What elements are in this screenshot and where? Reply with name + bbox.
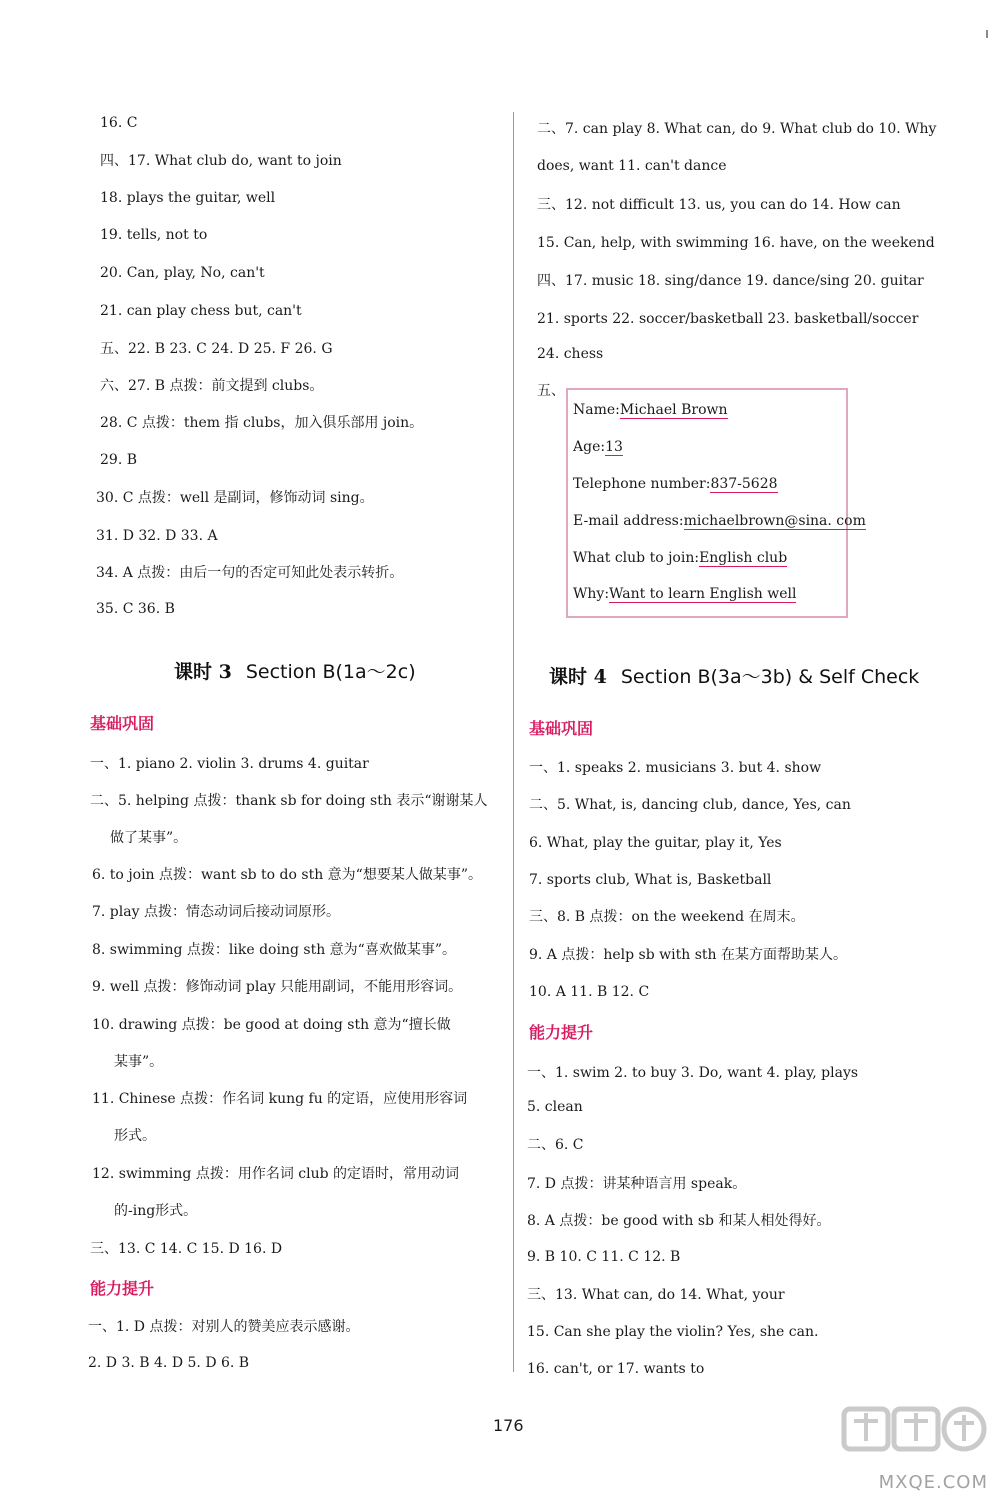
answer-line: 六、27. B 点拨：前文提到 clubs。	[100, 378, 324, 394]
answer-line: 一、1. swim 2. to buy 3. Do, want 4. play, plays	[527, 1065, 859, 1081]
answer-line: 2. D 3. B 4. D 5. D 6. B	[88, 1355, 250, 1371]
card-row	[573, 586, 796, 602]
lesson-title: Section B(3a～3b) & Self Check	[620, 666, 920, 688]
answer-line: 20. Can, play, No, can't	[100, 265, 265, 281]
answer-line: 12. swimming 点拨：用作名词 club 的定语时，常用动词	[92, 1166, 460, 1182]
card-value: Want to learn English well	[609, 586, 797, 602]
card-label: Why:	[573, 586, 610, 602]
answer-line: 10. drawing 点拨：be good at doing sth 意为“擅长做	[92, 1017, 451, 1033]
answer-line: 10. A 11. B 12. C	[529, 984, 650, 1000]
answer-line: 16. C	[100, 115, 138, 131]
answer-line: 5. clean	[527, 1099, 583, 1115]
answer-line: 31. D 32. D 33. A	[96, 528, 218, 544]
column-divider	[513, 112, 514, 1372]
answer-line: 四、17. What club do, want to join	[100, 153, 342, 169]
answer-line: 15. Can she play the violin? Yes, she can.	[527, 1324, 819, 1340]
card-label: E-mail address:	[573, 513, 684, 529]
answer-line: 做了某事”。	[110, 830, 188, 846]
answer-line: 四、17. music 18. sing/dance 19. dance/sing 20. guitar	[537, 273, 924, 289]
answer-line: does, want 11. can't dance	[537, 158, 727, 174]
card-value: Michael Brown	[619, 402, 728, 418]
answer-line: 7. play 点拨：情态动词后接动词原形。	[92, 904, 340, 920]
lesson-number: 课时 3	[174, 661, 232, 683]
card-row	[573, 439, 623, 455]
answer-line: 二、5. What, is, dancing club, dance, Yes, can	[529, 797, 851, 813]
card-row	[573, 402, 728, 418]
answer-line: 某事”。	[114, 1054, 164, 1070]
answer-line: 的-ing形式。	[114, 1203, 198, 1219]
answer-line: 34. A 点拨：由后一句的否定可知此处表示转折。	[96, 565, 404, 581]
answer-line: 16. can't, or 17. wants to	[527, 1361, 705, 1377]
answer-line: 7. D 点拨：讲某种语言用 speak。	[527, 1176, 747, 1192]
answer-line: 一、1. speaks 2. musicians 3. but 4. show	[529, 760, 822, 776]
answer-line: 28. C 点拨：them 指 clubs，加入俱乐部用 join。	[100, 415, 424, 431]
answer-line: 9. B 10. C 11. C 12. B	[527, 1249, 681, 1265]
answer-line: 21. can play chess but, can't	[100, 303, 302, 319]
section-label: 能力提升	[529, 1023, 594, 1042]
section-label: 能力提升	[90, 1279, 155, 1298]
answer-line: 形式。	[114, 1128, 156, 1144]
card-label: Telephone number:	[573, 476, 711, 492]
answer-line: 9. well 点拨：修饰动词 play 只能用副词，不能用形容词。	[92, 979, 463, 995]
card-label: What club to join:	[573, 550, 700, 566]
answer-line: 三、13. C 14. C 15. D 16. D	[90, 1241, 283, 1257]
card-label: Age:	[573, 439, 606, 455]
card-value: 13	[605, 439, 623, 455]
page-number: 176	[493, 1416, 524, 1435]
answer-line: 9. A 点拨：help sb with sth 在某方面帮助某人。	[529, 947, 847, 963]
answer-line: 三、8. B 点拨：on the weekend 在周末。	[529, 909, 805, 925]
answer-line: 6. to join 点拨：want sb to do sth 意为“想要某人做某事”。	[92, 867, 482, 883]
lesson-heading	[174, 657, 416, 684]
card-row	[573, 476, 778, 492]
card-row	[573, 550, 787, 566]
card-value: English club	[699, 550, 788, 566]
answer-line: 11. Chinese 点拨：作名词 kung fu 的定语，应使用形容词	[92, 1091, 468, 1107]
card-value: 837-5628	[710, 476, 778, 492]
answer-line: 一、1. D 点拨：对别人的赞美应表示感谢。	[88, 1319, 360, 1335]
section-label: 基础巩固	[529, 719, 594, 738]
corner-mark	[986, 30, 988, 38]
answer-line: 8. swimming 点拨：like doing sth 意为“喜欢做某事”。	[92, 942, 456, 958]
lesson-number: 课时 4	[549, 666, 607, 688]
answer-line: 29. B	[100, 452, 138, 468]
lesson-heading	[549, 662, 919, 689]
card-value: michaelbrown@sina. com	[683, 513, 866, 529]
answer-line: 15. Can, help, with swimming 16. have, on the weekend	[537, 235, 935, 251]
answer-line: 21. sports 22. soccer/basketball 23. basketball/soccer	[537, 311, 919, 327]
watermark-text: MXQE.COM	[878, 1472, 988, 1493]
card-row	[573, 513, 866, 529]
card-label: Name:	[573, 402, 620, 418]
answer-line: 五、	[537, 383, 565, 399]
answer-line: 一、1. piano 2. violin 3. drums 4. guitar	[90, 756, 369, 772]
answer-line: 24. chess	[537, 346, 604, 362]
answer-line: 19. tells, not to	[100, 227, 208, 243]
info-card	[566, 388, 866, 618]
answer-line: 三、13. What can, do 14. What, your	[527, 1287, 785, 1303]
answer-line: 7. sports club, What is, Basketball	[529, 872, 772, 888]
answer-line: 五、22. B 23. C 24. D 25. F 26. G	[100, 341, 333, 357]
answer-line: 二、6. C	[527, 1137, 584, 1153]
section-label: 基础巩固	[90, 714, 155, 733]
answer-line: 二、5. helping 点拨：thank sb for doing sth 表示“谢谢某人	[90, 793, 488, 809]
answer-line: 三、12. not difficult 13. us, you can do 14. How can	[537, 197, 901, 213]
answer-line: 二、7. can play 8. What can, do 9. What club do 10. Why	[537, 121, 937, 137]
answer-line: 18. plays the guitar, well	[100, 190, 276, 206]
answer-line: 6. What, play the guitar, play it, Yes	[529, 835, 782, 851]
answer-line: 30. C 点拨：well 是副词，修饰动词 sing。	[96, 490, 374, 506]
answer-line: 8. A 点拨：be good with sb 和某人相处得好。	[527, 1213, 831, 1229]
lesson-title: Section B(1a～2c)	[245, 661, 416, 683]
answer-line: 35. C 36. B	[96, 601, 175, 617]
